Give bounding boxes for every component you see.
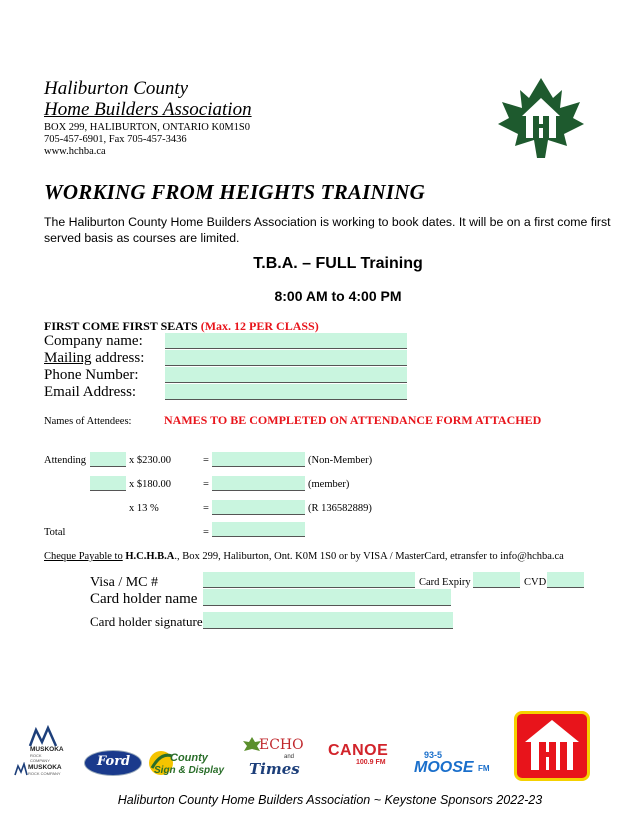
equals-sign: = bbox=[203, 503, 209, 514]
echo-text: ECHO bbox=[259, 737, 304, 753]
canoe-fm-text: 100.9 FM bbox=[356, 759, 386, 766]
member-rate: x $180.00 bbox=[129, 479, 171, 490]
moose-fm-text: FM bbox=[478, 764, 490, 773]
tax-amount-field[interactable] bbox=[212, 500, 305, 515]
session-name: T.B.A. – FULL Training bbox=[253, 255, 423, 272]
nonmember-rate: x $230.00 bbox=[129, 455, 171, 466]
org-website[interactable]: www.hchba.ca bbox=[44, 146, 106, 157]
canoe-text: CANOE bbox=[328, 742, 389, 759]
holder-name-label: Card holder name bbox=[90, 591, 198, 607]
attending-label: Attending bbox=[44, 455, 86, 466]
address-word: address: bbox=[91, 350, 145, 366]
cheque-payable-line bbox=[44, 551, 564, 562]
ford-text: Ford bbox=[97, 754, 131, 769]
muskoka-sub: ROCK COMPANY bbox=[30, 753, 50, 763]
holder-name-field[interactable] bbox=[203, 589, 451, 606]
card-number-label: Visa / MC # bbox=[90, 575, 158, 590]
cvd-label: CVD bbox=[524, 577, 547, 588]
mailing-word: Mailing bbox=[44, 350, 92, 366]
seats-heading-text: FIRST COME FIRST SEATS bbox=[44, 319, 201, 333]
canoe-fm-logo bbox=[326, 742, 406, 772]
times-text: Times bbox=[249, 760, 300, 778]
moose-fm-logo bbox=[412, 750, 496, 780]
card-expiry-field[interactable] bbox=[473, 572, 520, 588]
mailing-address-field[interactable] bbox=[165, 350, 407, 366]
sponsors-caption: Haliburton County Home Builders Association ~ Keystone Sponsors 2022-23 bbox=[117, 793, 543, 807]
org-name-line2: Home Builders Association bbox=[44, 99, 252, 120]
muskoka-sub-2: ROCK COMPANY bbox=[28, 771, 61, 776]
tax-rate: x 13 % bbox=[129, 503, 159, 514]
company-name-field[interactable] bbox=[165, 333, 407, 349]
muskoka-text-2: MUSKOKA bbox=[28, 764, 62, 771]
moose-text: MOOSE bbox=[414, 759, 474, 776]
home-hardware-logo bbox=[514, 711, 590, 781]
member-amount-field[interactable] bbox=[212, 476, 305, 491]
maple-leaf-house-logo bbox=[496, 76, 586, 160]
echo-and-text: and bbox=[284, 754, 295, 760]
attendees-label: Names of Attendees: bbox=[44, 416, 132, 427]
member-qty-field[interactable] bbox=[90, 476, 126, 491]
equals-sign: = bbox=[203, 527, 209, 538]
echo-times-logo bbox=[241, 736, 313, 780]
equals-sign: = bbox=[203, 455, 209, 466]
tax-note: (R 136582889) bbox=[308, 503, 372, 514]
card-number-field[interactable] bbox=[203, 572, 415, 588]
nonmember-qty-field[interactable] bbox=[90, 452, 126, 467]
nonmember-amount-field[interactable] bbox=[212, 452, 305, 467]
card-expiry-label: Card Expiry bbox=[419, 577, 471, 588]
intro-text: The Haliburton County Home Builders Association is working to book dates. It will be on a first come first served basis as courses are limited. bbox=[44, 215, 611, 245]
cheque-payee: H.C.H.B.A bbox=[125, 551, 175, 562]
page-title: WORKING FROM HEIGHTS TRAINING bbox=[44, 180, 425, 204]
seats-max-note: (Max. 12 PER CLASS) bbox=[200, 319, 319, 333]
holder-signature-label: Card holder signature bbox=[90, 614, 203, 629]
org-name-line1: Haliburton County bbox=[44, 78, 189, 99]
equals-sign: = bbox=[203, 479, 209, 490]
company-name-label: Company name: bbox=[44, 333, 143, 349]
ford-logo bbox=[84, 750, 142, 776]
muskoka-m-icon bbox=[26, 724, 66, 748]
member-note: (member) bbox=[308, 479, 350, 490]
muskoka-rock-logo bbox=[12, 724, 62, 782]
cvd-field[interactable] bbox=[547, 572, 584, 588]
muskoka-text: MUSKOKA bbox=[30, 746, 64, 753]
sign-display-text: Sign & Display bbox=[154, 765, 225, 776]
county-text: County bbox=[170, 752, 208, 764]
cheque-details: ., Box 299, Haliburton, Ont. K0M 1S0 or by VISA / MasterCard, etransfer to info@hchba.ca bbox=[174, 551, 564, 562]
phone-number-label: Phone Number: bbox=[44, 367, 139, 383]
nonmember-note: (Non-Member) bbox=[308, 455, 373, 466]
home-hardware-icon bbox=[517, 714, 587, 778]
org-phone: 705-457-6901, Fax 705-457-3436 bbox=[44, 134, 187, 145]
cheque-payable-label: Cheque Payable to bbox=[44, 551, 123, 562]
email-address-field[interactable] bbox=[165, 384, 407, 400]
session-time: 8:00 AM to 4:00 PM bbox=[274, 288, 402, 304]
county-sign-logo bbox=[148, 746, 236, 780]
total-amount-field[interactable] bbox=[212, 522, 305, 537]
attendees-note: NAMES TO BE COMPLETED ON ATTENDANCE FORM ATTACHED bbox=[164, 413, 542, 427]
holder-signature-field[interactable] bbox=[203, 612, 453, 629]
phone-number-field[interactable] bbox=[165, 367, 407, 383]
moose-freq-text: 93-5 bbox=[424, 750, 443, 760]
total-label: Total bbox=[44, 527, 66, 538]
seats-heading bbox=[44, 319, 319, 334]
email-address-label: Email Address: bbox=[44, 384, 137, 400]
muskoka-m-small-icon bbox=[14, 762, 28, 776]
org-address: BOX 299, HALIBURTON, ONTARIO K0M1S0 bbox=[44, 122, 251, 133]
mailing-address-label bbox=[44, 350, 144, 367]
